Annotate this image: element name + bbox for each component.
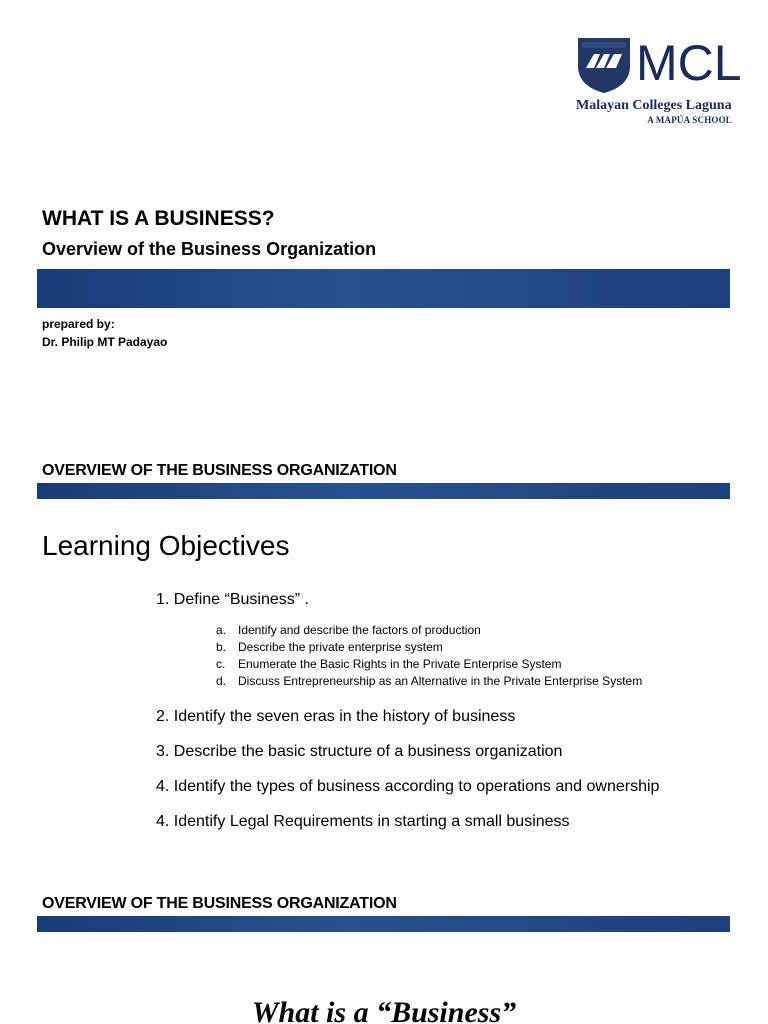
- sub-objective-item: [216, 673, 642, 690]
- sub-objective-letter: b.: [216, 640, 227, 654]
- prepared-by-label: prepared by:: [42, 317, 115, 331]
- shield-icon: [576, 36, 632, 94]
- section-blue-band: [37, 916, 730, 932]
- prepared-by-block: [42, 315, 167, 351]
- cover-subtitle: Overview of the Business Organization: [42, 239, 377, 259]
- what-is-business-heading: What is a “Business”: [251, 996, 517, 1024]
- sub-objective-item: [216, 639, 443, 656]
- sub-objective-text: Enumerate the Basic Rights in the Private Enterprise System: [238, 657, 562, 671]
- objective-item: 4. Identify Legal Requirements in starting a small business: [156, 813, 570, 830]
- learning-objectives-heading: Learning Objectives: [42, 530, 290, 561]
- sub-objective-letter: a.: [216, 623, 227, 637]
- sub-objective-text: Describe the private enterprise system: [238, 640, 443, 654]
- logo-tagline: A MAPÚA SCHOOL: [647, 115, 732, 125]
- mcl-logo: [574, 35, 742, 128]
- sub-objective-item: [216, 622, 481, 639]
- sub-objective-item: [216, 656, 561, 673]
- objective-item: 2. Identify the seven eras in the history of business: [156, 708, 516, 725]
- cover-title: WHAT IS A BUSINESS?: [42, 207, 275, 230]
- objective-item: 4. Identify the types of business according to operations and ownership: [156, 778, 660, 795]
- sub-objective-letter: d.: [216, 674, 227, 688]
- logo-school-name: Malayan Colleges Laguna: [576, 98, 732, 113]
- section-title: OVERVIEW OF THE BUSINESS ORGANIZATION: [42, 462, 397, 479]
- author-name: Dr. Philip MT Padayao: [42, 335, 168, 349]
- sub-objective-letter: c.: [216, 657, 226, 671]
- sub-objective-text: Discuss Entrepreneurship as an Alternative in the Private Enterprise System: [238, 674, 643, 688]
- section-blue-band: [37, 483, 730, 499]
- objective-item: 3. Describe the basic structure of a business organization: [156, 743, 563, 760]
- cover-blue-band: [37, 269, 730, 308]
- logo-abbreviation: MCL: [636, 35, 742, 91]
- section-title: OVERVIEW OF THE BUSINESS ORGANIZATION: [42, 895, 397, 912]
- sub-objective-text: Identify and describe the factors of production: [238, 623, 481, 637]
- objective-item: 1. Define “Business” .: [156, 591, 309, 608]
